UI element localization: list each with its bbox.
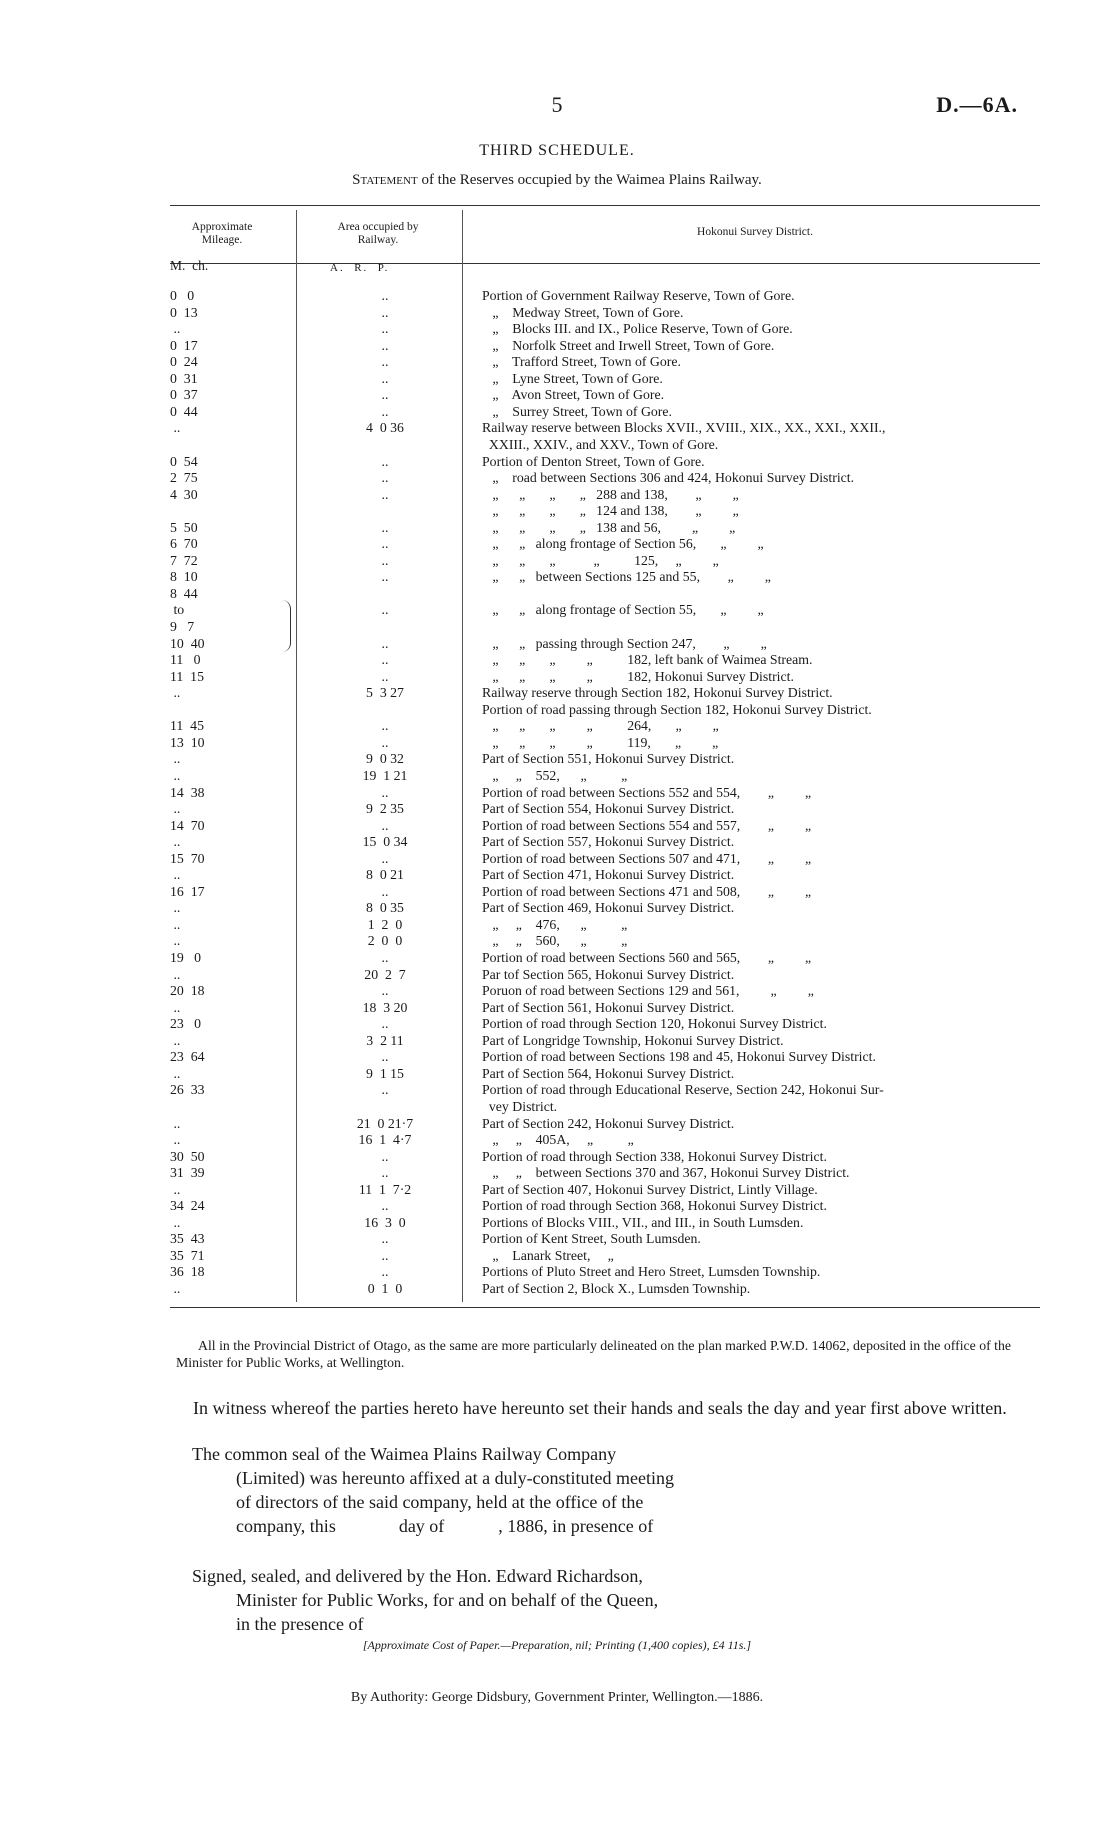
mileage-cell: .. (170, 999, 181, 1015)
table-row (0, 1149, 1114, 1166)
table-row (0, 1000, 1114, 1017)
area-cell: .. (381, 635, 389, 651)
description-cell: „ Trafford Street, Town of Gore. (482, 354, 681, 370)
area-cell: 9 0 32 (366, 751, 404, 767)
table-bottom-rule (170, 1307, 1040, 1308)
table-row (0, 602, 1114, 619)
description-cell: Portions of Blocks VIII., VII., and III., in South Lumsden. (482, 1214, 804, 1230)
description-cell: „ „ „ „ 182, Hokonui Survey District. (482, 668, 794, 684)
area-cell: .. (381, 883, 389, 899)
description-cell: „ „ 560, „ „ (482, 933, 628, 949)
table-row (0, 983, 1114, 1000)
document-reference: D.—6A. (936, 92, 1018, 117)
seal-line: company, this day of , 1886, in presence of (236, 1516, 654, 1536)
table-row (0, 338, 1114, 355)
area-cell: .. (381, 370, 389, 386)
area-cell: .. (381, 569, 389, 585)
area-cell: 2 0 0 (367, 933, 403, 949)
mileage-cell: .. (170, 685, 181, 701)
mileage-cell: 11 0 (170, 652, 201, 668)
description-cell: „ Lanark Street, „ (482, 1247, 614, 1263)
area-cell: .. (381, 403, 389, 419)
description-cell: „ Medway Street, Town of Gore. (482, 304, 684, 320)
witness-clause: In witness whereof the parties hereto have hereunto set their hands and seals the day and year first above written. (193, 1398, 1007, 1418)
table-row (0, 1215, 1114, 1232)
description-cell: Portion of road through Educational Reserve, Section 242, Hokonui Sur- (482, 1082, 884, 1098)
table-row (0, 321, 1114, 338)
area-cell: .. (381, 1082, 389, 1098)
table-row (0, 636, 1114, 653)
mileage-cell: .. (170, 966, 181, 982)
mileage-cell: 14 38 (170, 784, 205, 800)
table-row (0, 834, 1114, 851)
area-cell: .. (381, 817, 389, 833)
mileage-cell: 23 0 (170, 1016, 202, 1032)
description-cell: „ „ „ „ 182, left bank of Waimea Stream. (482, 652, 813, 668)
table-row (0, 1016, 1114, 1033)
description-cell: „ „ 476, „ „ (482, 916, 628, 932)
mileage-cell: 34 24 (170, 1198, 205, 1214)
description-cell: Portion of road between Sections 471 and 508, „ „ (482, 883, 812, 899)
area-cell: .. (381, 1231, 389, 1247)
mileage-cell: 11 45 (170, 718, 204, 734)
description-cell: Part of Section 551, Hokonui Survey District. (482, 751, 735, 767)
mileage-cell: 11 15 (170, 668, 204, 684)
table-row (0, 619, 1114, 636)
mileage-cell: 26 33 (170, 1082, 205, 1098)
mileage-cell: 19 0 (170, 950, 202, 965)
description-cell: „ Surrey Street, Town of Gore. (482, 403, 672, 419)
area-cell: 15 0 34 (362, 834, 408, 850)
area-cell: .. (381, 652, 389, 668)
area-cell: 21 0 21·7 (356, 1115, 414, 1131)
description-cell: Portion of road through Section 368, Hokonui Survey District. (482, 1198, 827, 1214)
table-top-rule (170, 205, 1040, 206)
table-row (0, 288, 1114, 305)
area-cell: .. (381, 337, 389, 353)
subtitle-lead: Statement (352, 172, 418, 188)
mileage-cell: 15 70 (170, 850, 205, 866)
description-cell: „ Norfolk Street and Irwell Street, Town of Gore. (482, 337, 775, 353)
mileage-cell: 31 39 (170, 1165, 205, 1181)
area-cell: .. (381, 718, 389, 734)
table-row (0, 900, 1114, 917)
mileage-cell: .. (170, 834, 181, 850)
area-cell: 8 0 35 (366, 900, 404, 916)
table-row (0, 669, 1114, 686)
area-cell: .. (381, 668, 389, 684)
table-row (0, 437, 1114, 454)
mileage-cell: 10 40 (170, 635, 205, 651)
table-row (0, 751, 1114, 768)
description-cell: Part of Section 554, Hokonui Survey District. (482, 801, 735, 817)
area-cell: .. (381, 1148, 389, 1164)
table-row (0, 884, 1114, 901)
table-row (0, 305, 1114, 322)
table-row (0, 851, 1114, 868)
area-cell: .. (381, 784, 389, 800)
area-cell: .. (381, 950, 389, 965)
table-footnote: All in the Provincial District of Otago, as the same are more particularly delineated on the plan marked P.W.D. 14062, deposited in the office of the Minister for Public Works, at Wellington. (176, 1338, 1012, 1370)
area-cell: .. (381, 1016, 389, 1032)
area-cell: .. (381, 453, 389, 469)
area-cell: .. (381, 536, 389, 552)
mileage-cell: 36 18 (170, 1264, 205, 1280)
description-cell: Part of Section 561, Hokonui Survey District. (482, 999, 735, 1015)
description-cell: „ „ „ „ 288 and 138, „ „ (482, 486, 739, 502)
table-row (0, 470, 1114, 487)
table-row (0, 553, 1114, 570)
table-row (0, 503, 1114, 520)
area-units: A. R. P. (330, 262, 390, 274)
table-row (0, 702, 1114, 719)
table-row (0, 718, 1114, 735)
table-row (0, 685, 1114, 702)
description-cell: Part of Section 469, Hokonui Survey District. (482, 900, 735, 916)
description-cell: Part of Section 564, Hokonui Survey District. (482, 1065, 735, 1081)
mileage-cell: 2 75 (170, 470, 198, 486)
table-row (0, 536, 1114, 553)
table-row (0, 867, 1114, 884)
mileage-range-brace (282, 600, 291, 652)
signed-line: Signed, sealed, and delivered by the Hon. Edward Richardson, (192, 1566, 643, 1586)
description-cell: „ Avon Street, Town of Gore. (482, 387, 665, 403)
printer-authority: By Authority: George Didsbury, Government Printer, Wellington.—1886. (350, 1690, 764, 1705)
description-cell: „ „ „ „ 264, „ „ (482, 718, 719, 734)
table-row (0, 801, 1114, 818)
signed-line: Minister for Public Works, for and on behalf of the Queen, (236, 1590, 659, 1610)
description-cell: Par tof Section 565, Hokonui Survey District. (482, 966, 735, 982)
table-row (0, 1132, 1114, 1149)
mileage-cell: 13 10 (170, 734, 205, 750)
description-cell: „ „ „ „ 138 and 56, „ „ (482, 519, 736, 535)
description-cell: „ „ along frontage of Section 55, „ „ (482, 602, 764, 618)
area-cell: 16 3 0 (364, 1214, 406, 1230)
seal-clause (192, 1442, 782, 1538)
description-cell: „ „ „ „ 124 and 138, „ „ (482, 503, 739, 519)
mileage-cell: .. (170, 321, 181, 337)
area-cell: .. (381, 1198, 389, 1214)
table-row (0, 950, 1114, 967)
mileage-cell: 0 31 (170, 370, 198, 386)
description-cell: Portion of Government Railway Reserve, Town of Gore. (482, 288, 795, 303)
description-cell: Poruon of road between Sections 129 and 561, „ „ (482, 983, 814, 999)
area-cell: .. (381, 552, 389, 568)
table-row (0, 454, 1114, 471)
mileage-cell: .. (170, 1132, 181, 1148)
description-cell: Portion of road between Sections 552 and 554, „ „ (482, 784, 812, 800)
description-cell: Part of Section 471, Hokonui Survey District. (482, 867, 735, 883)
mileage-cell: .. (170, 1214, 181, 1230)
table-row (0, 387, 1114, 404)
area-cell: .. (381, 354, 389, 370)
area-cell: 9 1 15 (366, 1065, 404, 1081)
mileage-cell: .. (170, 916, 181, 932)
description-cell: „ „ 552, „ „ (482, 767, 628, 783)
table-row (0, 1231, 1114, 1248)
area-cell: 8 0 21 (366, 867, 404, 883)
description-cell: „ road between Sections 306 and 424, Hokonui Survey District. (482, 470, 855, 486)
description-cell: „ „ 405A, „ „ (482, 1132, 634, 1148)
area-cell: .. (381, 470, 389, 486)
mileage-cell: 35 43 (170, 1231, 205, 1247)
description-cell: Railway reserve between Blocks XVII., XVIII., XIX., XX., XXI., XXII., (482, 420, 886, 436)
description-cell: Portion of road through Section 120, Hokonui Survey District. (482, 1016, 827, 1032)
description-cell: „ „ between Sections 125 and 55, „ „ (482, 569, 771, 585)
area-cell: .. (381, 288, 389, 303)
table-row (0, 1099, 1114, 1116)
description-cell: Portion of road through Section 338, Hokonui Survey District. (482, 1148, 827, 1164)
area-cell: 0 1 0 (367, 1281, 403, 1296)
description-cell: Railway reserve through Section 182, Hokonui Survey District. (482, 685, 833, 701)
area-cell: .. (381, 304, 389, 320)
table-row (0, 420, 1114, 437)
description-cell: Part of Longridge Township, Hokonui Survey District. (482, 1032, 784, 1048)
mileage-cell: 16 17 (170, 883, 205, 899)
seal-line: The common seal of the Waimea Plains Railway Company (192, 1444, 617, 1464)
area-cell: .. (381, 1165, 389, 1181)
area-cell: 11 1 7·2 (358, 1181, 412, 1197)
mileage-cell: 4 30 (170, 486, 198, 502)
table-row (0, 652, 1114, 669)
mileage-units: M. ch. (170, 258, 209, 273)
table-row (0, 569, 1114, 586)
description-cell: Portion of road between Sections 507 and 471, „ „ (482, 850, 812, 866)
mileage-cell: .. (170, 751, 181, 767)
mileage-cell: to (170, 602, 185, 618)
mileage-cell: 6 70 (170, 536, 198, 552)
description-cell: „ Blocks III. and IX., Police Reserve, Town of Gore. (482, 321, 793, 337)
description-cell: Portions of Pluto Street and Hero Street, Lumsden Township. (482, 1264, 821, 1280)
area-cell: 19 1 21 (362, 767, 408, 783)
mileage-cell: .. (170, 801, 181, 817)
description-cell: Part of Section 407, Hokonui Survey District, Lintly Village. (482, 1181, 818, 1197)
signed-clause (192, 1564, 792, 1636)
mileage-cell: 0 44 (170, 403, 198, 419)
area-cell: .. (381, 850, 389, 866)
mileage-cell: .. (170, 1032, 181, 1048)
table-row (0, 1033, 1114, 1050)
mileage-cell: 14 70 (170, 817, 205, 833)
mileage-cell: 0 24 (170, 354, 198, 370)
district-column-header: Hokonui Survey District. (697, 226, 813, 238)
table-row (0, 768, 1114, 785)
area-cell: 1 2 0 (367, 916, 403, 932)
table-row (0, 818, 1114, 835)
mileage-cell: 0 0 (170, 288, 195, 303)
description-cell: Part of Section 242, Hokonui Survey District. (482, 1115, 735, 1131)
description-cell: „ „ „ „ 125, „ „ (482, 552, 719, 568)
cost-of-paper-note: [Approximate Cost of Paper.—Preparation, nil; Printing (1,400 copies), £4 11s.] (362, 1638, 752, 1652)
area-column-header: Area occupied by Railway. (337, 221, 419, 246)
seal-line: (Limited) was hereunto affixed at a duly-constituted meeting (236, 1468, 675, 1488)
area-cell: 5 3 27 (366, 685, 404, 701)
schedule-subtitle (0, 172, 1114, 189)
mileage-cell: 0 13 (170, 304, 198, 320)
table-row (0, 917, 1114, 934)
area-cell: 9 2 35 (366, 801, 404, 817)
mileage-cell: .. (170, 1065, 181, 1081)
mileage-cell: .. (170, 420, 181, 436)
mileage-cell: .. (170, 1115, 181, 1131)
table-row (0, 354, 1114, 371)
description-cell: „ „ „ „ 119, „ „ (482, 734, 719, 750)
table-row (0, 967, 1114, 984)
description-cell: Portion of Denton Street, Town of Gore. (482, 453, 705, 469)
mileage-cell: 5 50 (170, 519, 198, 535)
table-row (0, 1281, 1114, 1298)
description-cell: „ „ along frontage of Section 56, „ „ (482, 536, 764, 552)
area-cell: .. (381, 983, 389, 999)
mileage-cell: .. (170, 1281, 181, 1296)
mileage-cell: 20 18 (170, 983, 205, 999)
table-header-rule (170, 263, 1040, 264)
description-cell: Part of Section 557, Hokonui Survey District. (482, 834, 735, 850)
signed-line: in the presence of (236, 1614, 364, 1634)
mileage-cell: 0 37 (170, 387, 198, 403)
area-cell: .. (381, 734, 389, 750)
mileage-cell: .. (170, 867, 181, 883)
seal-line: of directors of the said company, held at the office of the (236, 1492, 644, 1512)
area-cell: 4 0 36 (366, 420, 404, 436)
area-cell: 3 2 11 (366, 1032, 404, 1048)
table-row (0, 371, 1114, 388)
description-cell: Portion of road between Sections 554 and 557, „ „ (482, 817, 812, 833)
mileage-cell: .. (170, 767, 181, 783)
area-cell: .. (381, 1247, 389, 1263)
description-cell: „ Lyne Street, Town of Gore. (482, 370, 663, 386)
area-cell: 16 1 4·7 (358, 1132, 412, 1148)
mileage-cell: 8 44 (170, 585, 198, 601)
mileage-cell: 7 72 (170, 552, 198, 568)
area-cell: .. (381, 321, 389, 337)
description-cell: „ „ between Sections 370 and 367, Hokonui Survey District. (482, 1165, 850, 1181)
area-cell: .. (381, 519, 389, 535)
mileage-cell: .. (170, 933, 181, 949)
table-row (0, 933, 1114, 950)
mileage-cell: 0 17 (170, 337, 198, 353)
mileage-cell: .. (170, 900, 181, 916)
mileage-cell: 8 10 (170, 569, 198, 585)
description-cell: vey District. (482, 1098, 558, 1114)
table-row (0, 586, 1114, 603)
description-cell: „ „ passing through Section 247, „ „ (482, 635, 767, 651)
area-cell: 18 3 20 (362, 999, 408, 1015)
area-cell: 20 2 7 (364, 966, 406, 982)
description-cell: Portion of road between Sections 198 and 45, Hokonui Survey District. (482, 1049, 876, 1065)
table-row (0, 1198, 1114, 1215)
mileage-cell: 35 71 (170, 1247, 205, 1263)
table-row (0, 735, 1114, 752)
mileage-cell: .. (170, 1181, 181, 1197)
table-row (0, 404, 1114, 421)
description-cell: Portion of Kent Street, South Lumsden. (482, 1231, 701, 1247)
schedule-title: THIRD SCHEDULE. (479, 142, 635, 159)
subtitle-rest: of the Reserves occupied by the Waimea Plains Railway. (417, 172, 762, 188)
table-row (0, 520, 1114, 537)
description-cell: Part of Section 2, Block X., Lumsden Township. (482, 1281, 751, 1296)
mileage-cell: 0 54 (170, 453, 198, 469)
table-row (0, 1082, 1114, 1099)
mileage-cell: 30 50 (170, 1148, 205, 1164)
area-cell: .. (381, 602, 389, 618)
description-cell: Portion of road between Sections 560 and 565, „ „ (482, 950, 812, 965)
table-row (0, 1066, 1114, 1083)
description-cell: XXIII., XXIV., and XXV., Town of Gore. (482, 436, 719, 452)
area-cell: .. (381, 387, 389, 403)
table-row (0, 487, 1114, 504)
table-row (0, 1182, 1114, 1199)
table-row (0, 1248, 1114, 1265)
table-row (0, 785, 1114, 802)
mileage-cell: 23 64 (170, 1049, 205, 1065)
mileage-cell: 9 7 (170, 619, 195, 634)
area-cell: .. (381, 486, 389, 502)
page-number: 5 (551, 92, 563, 117)
table-row (0, 1165, 1114, 1182)
table-row (0, 1049, 1114, 1066)
area-cell: .. (381, 1264, 389, 1280)
area-cell: .. (381, 1049, 389, 1065)
table-row (0, 1116, 1114, 1133)
table-row (0, 1264, 1114, 1281)
mileage-column-header: Approximate Mileage. (191, 221, 253, 246)
description-cell: Portion of road passing through Section 182, Hokonui Survey District. (482, 701, 872, 717)
